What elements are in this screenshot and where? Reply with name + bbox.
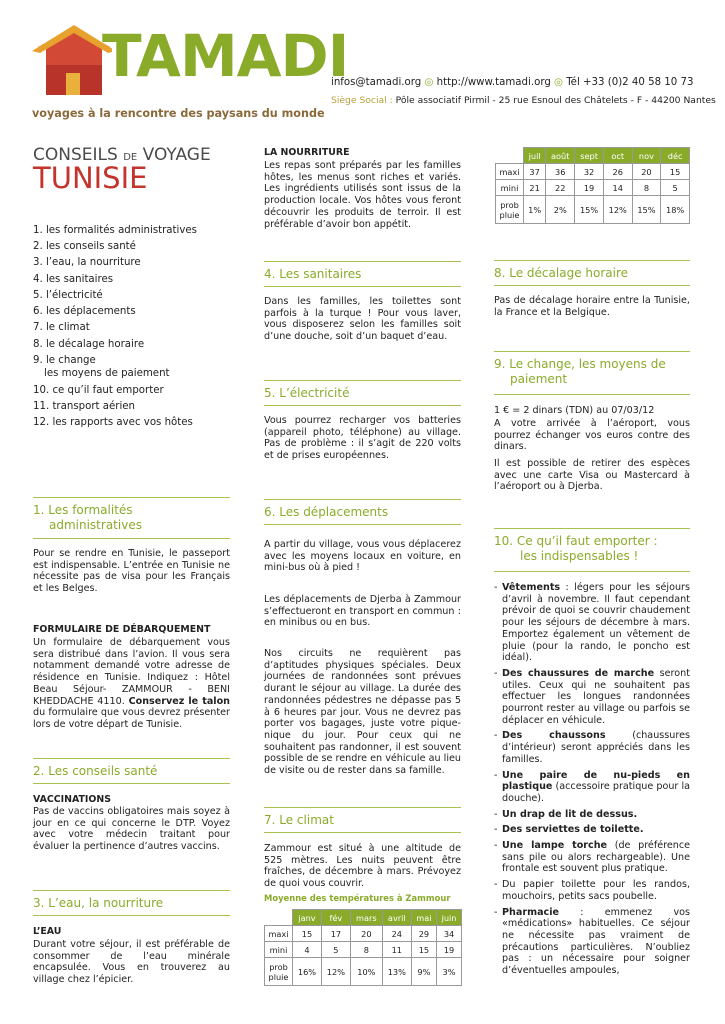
decalage-text: Pas de décalage horaire entre la Tunisie, la France et la Belgique. [494,295,690,318]
list-item: - Des serviettes de toilette. [494,824,690,836]
list-item: - Un drap de lit de dessus. [494,809,690,821]
divider [494,285,690,286]
climat-text: Zammour est situé à une altitude de 525 mètres. Les nuits peuvent être fraîches, de décembre à mars. Prévoyez de quoi vous couvrir. [264,843,461,890]
toc-item[interactable]: 6. les déplacements [33,306,136,318]
divider [33,497,230,498]
divider [33,915,230,916]
toc-item[interactable]: 2. les conseils santé [33,241,136,253]
list-item: - Une lampe torche (de préférence sans pile ou alors rechargeable). Une frontale est souvent plus pratique. [494,840,690,875]
website-link[interactable]: http://www.tamadi.org [436,77,551,88]
table-row: maxi 37 36 32 26 20 15 [496,164,690,180]
section-title-sante: 2. Les conseils santé [33,764,158,778]
toc-item[interactable]: 7. le climat [33,322,90,334]
table-row: mini 4 5 8 11 15 19 [265,942,462,958]
divider [494,394,690,395]
logo [30,22,349,125]
debarquement-subtitle: FORMULAIRE DE DÉBARQUEMENT [33,624,211,635]
title-conseils: CONSEILS [33,145,118,165]
formalites-text: Pour se rendre en Tunisie, le passeport est indispensable. L’entrée en Tunisie ne nécessite pas de visa pour les Français et les Belges. [33,548,230,595]
items-list [494,582,690,981]
month-header: oct [603,148,632,164]
divider [33,783,230,784]
vaccinations-text: Pas de vaccins obligatoires mais soyez à jour en ce qui concerne le DTP. Voyez avec votre médecin traitant pour évaluer la pertinence d’autres vaccins. [33,806,230,853]
divider [494,528,690,529]
list-item: - Des chaussons (chaussures d’intérieur) seront appréciés dans les familles. [494,730,690,765]
list-item: - Du papier toilette pour les randos, mouchoirs, petits sacs poubelle. [494,879,690,902]
table-caption: Moyenne des températures à Zammour [264,893,451,903]
divider [264,524,461,525]
contact-line [331,77,693,89]
deplacements-text-3: Nos circuits ne requièrent pas d’aptitudes physiques spéciales. Deux journées de randonnées sont prévues durant le séjour au village. La durée des randonnées pédestres ne dépasse pas 5 à 6 heures par jour. Vous ne devrez pas porter vos bagages, juste votre pique-nique du jour. Pour ceux qui ne souhaitent pas randonner, il est souvent possible de se rendre en véhicule au lieu de visite ou de rester dans sa famille. [264,648,461,777]
list-item: - Des chaussures de marche seront utiles. Ceux qui ne souhaitent pas effectuer les longues randonnées pourront rester au village ou parfois se déplacer en véhicule. [494,668,690,727]
divider [33,758,230,759]
title-voyage: VOYAGE [142,145,211,165]
toc-item[interactable]: 11. transport aérien [33,400,136,412]
table-row: maxi 15 17 20 24 29 34 [265,926,462,942]
divider [264,261,461,262]
deplacements-text-1: A partir du village, vous vous déplacerez avec les moyens locaux en voiture, en mini-bus où à pied ! [264,539,461,574]
temperature-table-2 [495,147,690,224]
section-title-deplacements: 6. Les déplacements [264,505,389,519]
divider [494,351,690,352]
phone: Tél +33 (0)2 40 58 10 73 [566,77,694,88]
section-title-climat: 7. Le climat [264,813,334,827]
toc-item[interactable]: 3. l’eau, la nourriture [33,257,141,269]
eau-subtitle: L’EAU [33,926,62,937]
month-header: mai [411,910,436,926]
divider [494,260,690,261]
siege-line [331,95,716,106]
page-title [33,147,211,193]
toc-item[interactable]: 10. ce qu’il faut emporter [33,384,164,396]
month-header: nov [632,148,661,164]
table-row: mini 21 22 19 14 8 5 [496,180,690,196]
change-rate: 1 € = 2 dinars (TDN) au 07/03/12 [494,405,655,416]
siege-label: Siège Social : [331,95,393,106]
divider [264,499,461,500]
month-header: sept [575,148,604,164]
month-header: juin [437,910,462,926]
month-header: fév [321,910,350,926]
divider [264,405,461,406]
toc-item[interactable]: 5. l’électricité [33,289,103,301]
section-title-electricite: 5. L’électricité [264,386,350,400]
section-title-change: 9. Le change, les moyens de paiement [494,357,666,386]
bullet-icon: ◎ [424,77,437,88]
divider [33,890,230,891]
divider [264,832,461,833]
divider [33,538,230,539]
toc-item[interactable]: 9. le change [33,354,96,366]
electricite-text: Vous pourrez recharger vos batteries (appareil photo, téléphone) au village. Pas de problème : il s’agit de 220 volts et de prises européennes. [264,415,461,462]
divider [494,571,690,572]
change-text-1: A votre arrivée à l’aéroport, vous pourrez échanger vos euros contre des dinars. [494,418,690,453]
temperature-table-1 [264,909,462,986]
section-title-sanitaires: 4. Les sanitaires [264,267,362,281]
toc-item[interactable]: 12. les rapports avec vos hôtes [33,417,193,429]
month-header: mars [350,910,382,926]
eau-text: Durant votre séjour, il est préférable de consommer de l’eau minérale encapsulée. Vous en trouverez au village chez l’épicier. [33,939,230,986]
toc-item[interactable]: 8. le décalage horaire [33,338,145,350]
list-item: - Une paire de nu-pieds en plastique (accessoire pratique pour la douche). [494,770,690,805]
title-country: TUNISIE [33,161,148,195]
change-text-2: Il est possible de retirer des espèces avec une carte Visa ou Mastercard à l’aéroport ou à Djerba. [494,458,690,493]
section-title-eau: 3. L’eau, la nourriture [33,896,164,910]
toc-item[interactable]: les moyens de paiement [44,368,170,380]
table-row: prob pluie 1% 2% 15% 12% 15% 18% [496,196,690,224]
month-header: janv [293,910,322,926]
month-header: août [546,148,575,164]
title-de: DE [123,152,138,163]
logo-text: TAMADI [102,22,349,90]
divider [264,286,461,287]
month-header: déc [661,148,690,164]
bullet-icon: ◎ [554,77,567,88]
divider [264,380,461,381]
email-link[interactable]: infos@tamadi.org [331,77,422,88]
month-header: juil [524,148,546,164]
section-title-formalites: 1. Les formalités administratives [33,503,142,532]
tagline: voyages à la rencontre des paysans du monde [32,107,325,120]
section-title-emporter: 10. Ce qu’il faut emporter : les indispensables ! [494,534,658,563]
table-of-contents [33,225,233,433]
divider [264,807,461,808]
list-item: - Pharmacie : emmenez vos «médications» habituelles. Ce séjour ne nécessite pas vraiment de précautions particulières. N’oubliez pas : un nécessaire pour soigner d’éventuelles ampoules, [494,907,690,977]
list-item: - Vêtements : légers pour les séjours d’avril à novembre. Il faut cependant prévoir de quoi se couvrir chaudement pour les séjours de décembre à mars. Emportez également un vêtement de pluie (pour la rando, le poncho est idéal). [494,582,690,664]
siege-address: Pôle associatif Pirmil - 25 rue Esnoul des Châtelets - F - 44200 Nantes [395,95,716,106]
month-header: avril [382,910,411,926]
sanitaires-text: Dans les familles, les toilettes sont parfois à la turque ! Pour vous laver, vous disposerez selon les familles soit d’une douche, soit d’un baquet d’eau. [264,296,461,343]
deplacements-text-2: Les déplacements de Djerba à Zammour s’effectueront en transport en commun : en minibus ou en bus. [264,594,461,629]
table-row: prob pluie 16% 12% 10% 13% 9% 3% [265,958,462,986]
vaccinations-subtitle: VACCINATIONS [33,794,111,805]
nourriture-text: Les repas sont préparés par les familles hôtes, les menus sont riches et variés. Les ingrédients utilisés sont issus de la production locale. Vos hôtes vous feront découvrir les produits de terroir. Il est préférable d’avoir bon appétit. [264,160,461,230]
house-logo-icon [30,25,112,97]
section-title-decalage: 8. Le décalage horaire [494,266,629,280]
toc-item[interactable]: 4. les sanitaires [33,273,114,285]
debarquement-text: Un formulaire de débarquement vous sera distribué dans l’avion. Il vous sera notamment demandé votre adresse de résidence en Tunisie. Indiquez : Hôtel Beau Séjour- ZAMMOUR - BENI KHEDDACHE 4110. Conservez le talon du formulaire que vous devrez présenter lors de votre départ de Tunisie. [33,637,230,730]
toc-item[interactable]: 1. les formalités administratives [33,225,197,236]
nourriture-subtitle: LA NOURRITURE [264,147,350,158]
